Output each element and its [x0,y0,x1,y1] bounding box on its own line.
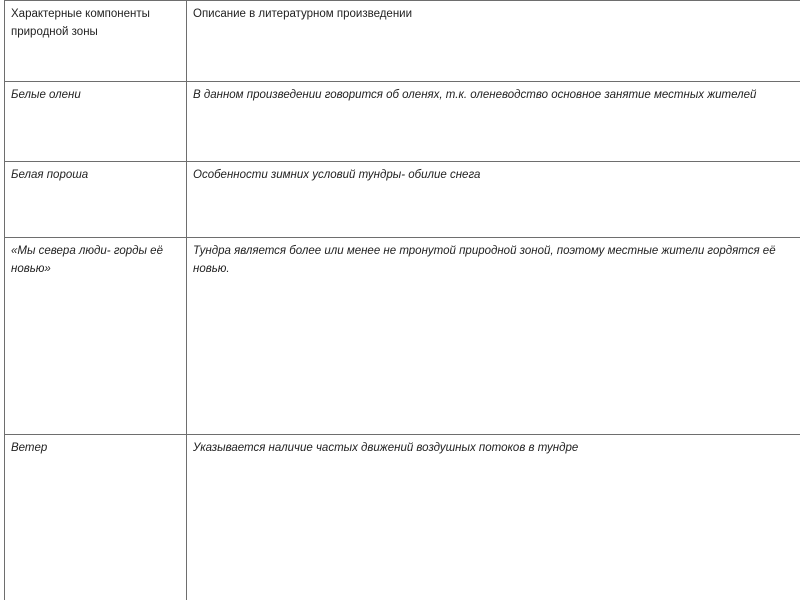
component-text: «Мы севера люди- горды её новью» [11,245,163,275]
nature-zone-table [4,0,800,600]
header-description-text: Описание в литературном произведении [193,8,413,20]
description-text: В данном произведении говорится об оленях, т.к. оленеводство основное занятие местных жителей [193,89,757,101]
component-cell [5,238,187,435]
component-text: Белая пороша [11,169,89,181]
header-cell-description [187,1,800,82]
description-text: Особенности зимних условий тундры- обилие снега [193,169,481,181]
description-cell [187,162,800,238]
component-cell [5,82,187,162]
component-cell [5,435,187,600]
table-row [5,238,800,435]
header-component-text: Характерные компоненты природной зоны [11,8,150,38]
header-cell-component [5,1,187,82]
description-cell [187,435,800,600]
table-header-row [5,1,800,82]
description-text: Указывается наличие частых движений воздушных потоков в тундре [193,442,579,454]
component-cell [5,162,187,238]
description-cell [187,238,800,435]
component-text: Белые олени [11,89,81,101]
table-row [5,82,800,162]
table-row [5,162,800,238]
component-text: Ветер [11,442,48,454]
table-row [5,435,800,600]
description-cell [187,82,800,162]
description-text: Тундра является более или менее не тронутой природной зоной, поэтому местные жители гордятся её новью. [193,245,776,275]
